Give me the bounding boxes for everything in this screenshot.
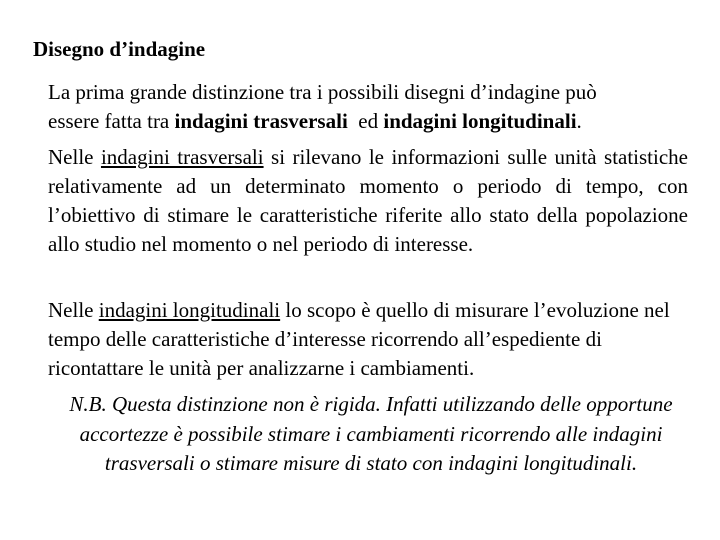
paragraph-text: . bbox=[576, 109, 582, 133]
paragraph-text: Nelle bbox=[48, 298, 99, 322]
paragraph-longitudinal bbox=[48, 296, 700, 383]
underlined-term-cross-sectional: indagini trasversali bbox=[100, 145, 264, 169]
paragraph-text: ed bbox=[347, 109, 384, 133]
note-nb: N.B. Questa distinzione non è rigida. Infatti utilizzando delle opportune accortezze è possibile stimare i cambiamenti ricorrendo alle indagini trasversali o stimare misure di stato con indagini longitudinali. bbox=[69, 392, 673, 475]
paragraph-line bbox=[48, 109, 582, 133]
paragraph-text: essere fatta tra bbox=[48, 109, 175, 133]
term-cross-sectional: indagini trasversali bbox=[174, 109, 348, 133]
underlined-term-longitudinal: indagini longitudinali bbox=[98, 298, 281, 322]
paragraph-text: si rilevano le informazioni sulle unità statistiche relativamente ad un determinato momento o periodo di tempo, con l’obiettivo di stimare le caratteristiche riferite allo stato della popolazione allo studio nel momento o nel periodo di interesse. bbox=[48, 145, 688, 256]
paragraph-cross-sectional bbox=[48, 143, 688, 259]
paragraph-text: Nelle bbox=[48, 145, 101, 169]
paragraph-text: lo scopo è quello di misurare l’evoluzione nel tempo delle caratteristiche d’interesse ricorrendo all’espediente di ricontattare le unità per analizzarne i cambiamenti. bbox=[48, 298, 670, 380]
paragraph-distinction bbox=[48, 78, 688, 136]
slide-title: Disegno d’indagine bbox=[33, 37, 206, 61]
term-longitudinal: indagini longitudinali bbox=[383, 109, 577, 133]
paragraph-text: La prima grande distinzione tra i possibili disegni d’indagine può bbox=[48, 80, 597, 104]
